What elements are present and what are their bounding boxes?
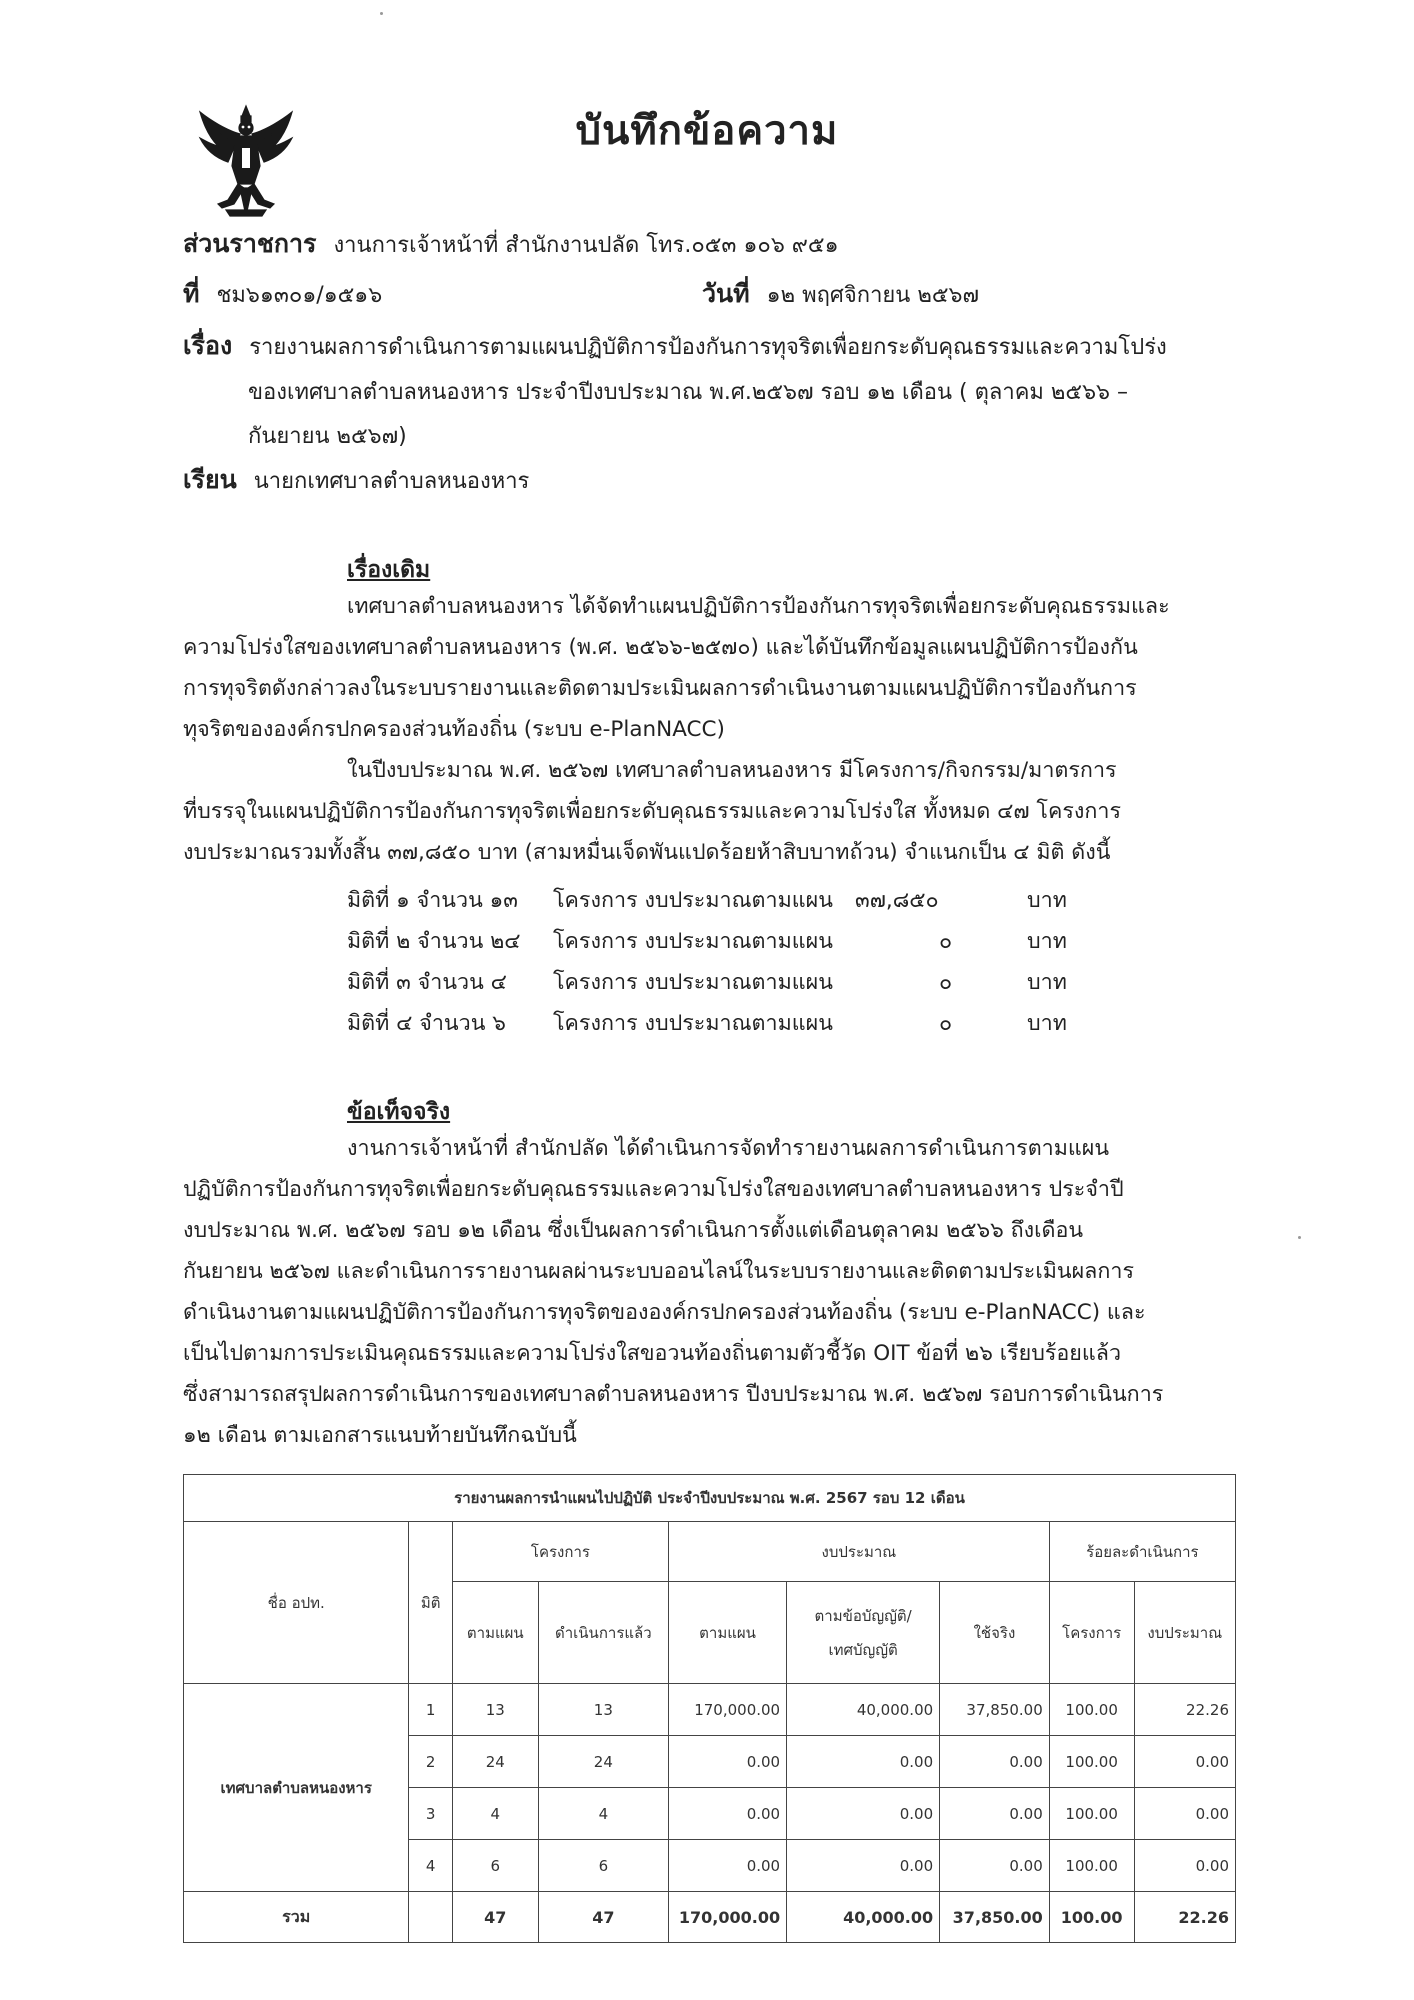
pct-budget-cell: 0.00	[1134, 1788, 1235, 1840]
dimension-amount: ๐	[939, 1011, 953, 1036]
agency-value: งานการเจ้าหน้าที่ สำนักงานปลัด โทร.๐๕๓ ๑๐๖ ๙๕๑	[333, 233, 839, 258]
col-header-done: ดำเนินการแล้ว	[538, 1582, 668, 1684]
actual-cell: 0.00	[940, 1736, 1050, 1788]
col-header-budget-plan: ตามแผน	[669, 1582, 787, 1684]
dimension-projects: โครงการ งบประมาณตามแผน	[553, 970, 833, 995]
budget-law-cell: 0.00	[787, 1840, 940, 1892]
total-planned: 47	[452, 1892, 538, 1943]
facts-line: ดำเนินงานตามแผนปฏิบัติการป้องกันการทุจริตขององค์กรปกครองส่วนท้องถิ่น (ระบบ e-PlanNACC) และ	[183, 1300, 1146, 1325]
col-header-budget-law-2: เทศบัญญัติ	[828, 1640, 898, 1659]
date-label: วันที่	[702, 279, 750, 308]
facts-line: เป็นไปตามการประเมินคุณธรรมและความโปร่งใสขอวนท้องถิ่นตามตัวชี้วัด OIT ข้อที่ ๒๖ เรียบร้อยแล้ว	[183, 1341, 1122, 1366]
background-line: งบประมาณรวมทั้งสิ้น ๓๗,๘๕๐ บาท (สามหมื่นเจ็ดพันแปดร้อยห้าสิบบาทถ้วน) จำแนกเป็น ๔ มิติ ดังนี้	[183, 840, 1111, 865]
pct-budget-cell: 22.26	[1134, 1684, 1235, 1736]
budget-law-cell: 0.00	[787, 1788, 940, 1840]
date-line	[702, 274, 979, 314]
scan-speck	[380, 12, 383, 15]
col-header-budget: งบประมาณ	[669, 1522, 1050, 1582]
dimension-label: มิติที่ ๓ จำนวน ๔	[347, 970, 507, 995]
background-line: การทุจริตดังกล่าวลงในระบบรายงานและติดตามประเมินผลการดำเนินงานตามแผนปฏิบัติการป้องกันการ	[183, 676, 1137, 701]
scan-speck	[1298, 1236, 1301, 1239]
dimension-projects: โครงการ งบประมาณตามแผน	[553, 888, 833, 913]
facts-heading: ข้อเท็จจริง	[347, 1099, 451, 1125]
agency-line	[183, 224, 839, 264]
dimension-unit: บาท	[1027, 970, 1067, 995]
pct-proj-cell: 100.00	[1049, 1840, 1134, 1892]
background-line: ที่บรรจุในแผนปฏิบัติการป้องกันการทุจริตเพื่อยกระดับคุณธรรมและความโปร่งใส ทั้งหมด ๔๗ โครงการ	[183, 799, 1122, 824]
memo-title: บันทึกข้อความ	[575, 108, 839, 154]
facts-line: งานการเจ้าหน้าที่ สำนักปลัด ได้ดำเนินการจัดทำรายงานผลการดำเนินการตามแผน	[347, 1136, 1110, 1161]
planned-cell: 4	[452, 1788, 538, 1840]
dimension-unit: บาท	[1027, 929, 1067, 954]
total-pct-budget: 22.26	[1134, 1892, 1235, 1943]
dimension-label: มิติที่ ๒ จำนวน ๒๔	[347, 929, 521, 954]
subject-label: เรื่อง	[183, 331, 233, 360]
report-table	[183, 1474, 1236, 1943]
facts-line: งบประมาณ พ.ศ. ๒๕๖๗ รอบ ๑๒ เดือน ซึ่งเป็นผลการดำเนินการตั้งแต่เดือนตุลาคม ๒๕๖๖ ถึงเดือน	[183, 1218, 1084, 1243]
ref-value: ชม๖๑๓๐๑/๑๕๑๖	[216, 283, 383, 308]
background-line: ทุจริตขององค์กรปกครองส่วนท้องถิ่น (ระบบ e-PlanNACC)	[183, 717, 725, 742]
dimension-projects: โครงการ งบประมาณตามแผน	[553, 929, 833, 954]
done-cell: 24	[538, 1736, 668, 1788]
background-heading: เรื่องเดิม	[347, 557, 431, 583]
background-line: เทศบาลตำบลหนองหาร ได้จัดทำแผนปฏิบัติการป้องกันการทุจริตเพื่อยกระดับคุณธรรมและ	[347, 594, 1170, 619]
total-pct-proj: 100.00	[1049, 1892, 1134, 1943]
dimension-row	[347, 921, 1067, 962]
dimension-list	[347, 880, 1067, 1044]
dimension-projects: โครงการ งบประมาณตามแผน	[553, 1011, 833, 1036]
to-value: นายกเทศบาลตำบลหนองหาร	[253, 469, 530, 494]
col-header-actual: ใช้จริง	[940, 1582, 1050, 1684]
budget-law-cell: 0.00	[787, 1736, 940, 1788]
budget-plan-cell: 0.00	[669, 1788, 787, 1840]
budget-plan-cell: 170,000.00	[669, 1684, 787, 1736]
pct-budget-cell: 0.00	[1134, 1736, 1235, 1788]
dim-cell: 2	[409, 1736, 452, 1788]
col-header-pct-proj: โครงการ	[1049, 1582, 1134, 1684]
dimension-row	[347, 880, 1067, 921]
planned-cell: 13	[452, 1684, 538, 1736]
dimension-amount: ๓๗,๘๕๐	[855, 888, 939, 913]
ref-line	[183, 274, 382, 314]
org-name-cell: เทศบาลตำบลหนองหาร	[184, 1684, 409, 1892]
to-label: เรียน	[183, 465, 237, 494]
pct-proj-cell: 100.00	[1049, 1788, 1134, 1840]
facts-line: ๑๒ เดือน ตามเอกสารแนบท้ายบันทึกฉบับนี้	[183, 1423, 577, 1448]
subject-line	[183, 326, 1167, 366]
subject-text-2: ของเทศบาลตำบลหนองหาร ประจำปีงบประมาณ พ.ศ.๒๕๖๗ รอบ ๑๒ เดือน ( ตุลาคม ๒๕๖๖ –	[248, 380, 1128, 405]
agency-label: ส่วนราชการ	[183, 229, 317, 258]
done-cell: 4	[538, 1788, 668, 1840]
date-value: ๑๒ พฤศจิกายน ๒๕๖๗	[766, 283, 980, 308]
facts-line: กันยายน ๒๕๖๗ และดำเนินการรายงานผลผ่านระบบออนไลน์ในระบบรายงานและติดตามประเมินผลการ	[183, 1259, 1134, 1284]
budget-law-cell: 40,000.00	[787, 1684, 940, 1736]
pct-proj-cell: 100.00	[1049, 1736, 1134, 1788]
background-paragraph	[183, 586, 1239, 873]
col-header-pct-budget: งบประมาณ	[1134, 1582, 1235, 1684]
col-header-percent: ร้อยละดำเนินการ	[1049, 1522, 1235, 1582]
planned-cell: 24	[452, 1736, 538, 1788]
dimension-label: มิติที่ ๔ จำนวน ๖	[347, 1011, 506, 1036]
actual-cell: 0.00	[940, 1840, 1050, 1892]
subject-text-1: รายงานผลการดำเนินการตามแผนปฏิบัติการป้องกันการทุจริตเพื่อยกระดับคุณธรรมและความโปร่ง	[249, 335, 1167, 360]
facts-line: ซึ่งสามารถสรุปผลการดำเนินการของเทศบาลตำบลหนองหาร ปีงบประมาณ พ.ศ. ๒๕๖๗ รอบการดำเนินการ	[183, 1382, 1164, 1407]
total-done: 47	[538, 1892, 668, 1943]
planned-cell: 6	[452, 1840, 538, 1892]
table-total-row	[184, 1892, 1236, 1943]
dimension-row	[347, 962, 1067, 1003]
col-header-projects: โครงการ	[452, 1522, 668, 1582]
table-caption: รายงานผลการนำแผนไปปฏิบัติ ประจำปีงบประมาณ พ.ศ. 2567 รอบ 12 เดือน	[184, 1475, 1236, 1522]
dim-cell: 1	[409, 1684, 452, 1736]
dimension-unit: บาท	[1027, 888, 1067, 913]
dimension-unit: บาท	[1027, 1011, 1067, 1036]
budget-plan-cell: 0.00	[669, 1736, 787, 1788]
table-row	[184, 1684, 1236, 1736]
col-header-budget-law-1: ตามข้อบัญญัติ/	[814, 1606, 912, 1625]
total-actual: 37,850.00	[940, 1892, 1050, 1943]
budget-plan-cell: 0.00	[669, 1840, 787, 1892]
pct-proj-cell: 100.00	[1049, 1684, 1134, 1736]
total-label: รวม	[184, 1892, 409, 1943]
facts-line: ปฏิบัติการป้องกันการทุจริตเพื่อยกระดับคุณธรรมและความโปร่งใสของเทศบาลตำบลหนองหาร ประจำปี	[183, 1177, 1124, 1202]
col-header-dim: มิติ	[409, 1522, 452, 1684]
ref-label: ที่	[183, 279, 200, 308]
subject-text-3: กันยายน ๒๕๖๗)	[248, 424, 407, 449]
done-cell: 13	[538, 1684, 668, 1736]
actual-cell: 37,850.00	[940, 1684, 1050, 1736]
col-header-org: ชื่อ อปท.	[184, 1522, 409, 1684]
dimension-amount: ๐	[939, 929, 953, 954]
to-line	[183, 460, 529, 500]
actual-cell: 0.00	[940, 1788, 1050, 1840]
dimension-row	[347, 1003, 1067, 1044]
dimension-label: มิติที่ ๑ จำนวน ๑๓	[347, 888, 518, 913]
background-line: ในปีงบประมาณ พ.ศ. ๒๕๖๗ เทศบาลตำบลหนองหาร มีโครงการ/กิจกรรม/มาตรการ	[347, 758, 1117, 783]
facts-paragraph	[183, 1128, 1239, 1456]
total-budget-law: 40,000.00	[787, 1892, 940, 1943]
total-dim-cell	[409, 1892, 452, 1943]
dim-cell: 4	[409, 1840, 452, 1892]
total-budget-plan: 170,000.00	[669, 1892, 787, 1943]
pct-budget-cell: 0.00	[1134, 1840, 1235, 1892]
done-cell: 6	[538, 1840, 668, 1892]
col-header-planned: ตามแผน	[452, 1582, 538, 1684]
col-header-budget-law	[787, 1582, 940, 1684]
background-line: ความโปร่งใสของเทศบาลตำบลหนองหาร (พ.ศ. ๒๕๖๖-๒๕๗๐) และได้บันทึกข้อมูลแผนปฏิบัติการป้องกัน	[183, 635, 1138, 660]
dim-cell: 3	[409, 1788, 452, 1840]
dimension-amount: ๐	[939, 970, 953, 995]
